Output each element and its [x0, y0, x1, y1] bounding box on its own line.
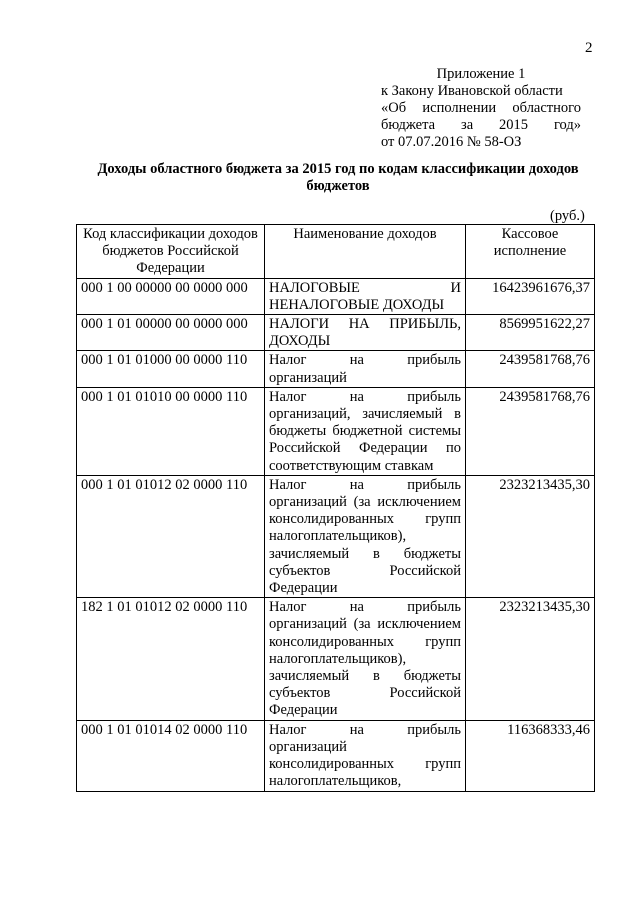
cell-code: 000 1 01 01010 00 0000 110 — [77, 387, 265, 475]
cell-amount: 8569951622,27 — [466, 315, 595, 351]
table-row — [77, 475, 595, 597]
cell-code: 000 1 00 00000 00 0000 000 — [77, 278, 265, 314]
header-code: Код классификации доходов бюджетов Российской Федерации — [77, 225, 265, 279]
header-amount: Кассовое исполнение — [466, 225, 595, 279]
appendix-line-2: к Закону Ивановской области — [381, 83, 563, 99]
table-row — [77, 315, 595, 351]
cell-name: Налог на прибыль организаций — [265, 351, 466, 387]
appendix-line-3: «Об исполнении областного — [381, 100, 581, 116]
appendix-header — [381, 66, 581, 151]
cell-amount: 2323213435,30 — [466, 475, 595, 597]
cell-amount: 16423961676,37 — [466, 278, 595, 314]
page-number: 2 — [585, 40, 593, 56]
cell-code: 000 1 01 00000 00 0000 000 — [77, 315, 265, 351]
table-row — [77, 351, 595, 387]
cell-code: 000 1 01 01014 02 0000 110 — [77, 720, 265, 791]
cell-name: Налог на прибыль организаций, зачисляемый в бюджеты бюджетной системы Российской Федерации по соответствующим ставкам — [265, 387, 466, 475]
table-header-row — [77, 225, 595, 279]
table-row — [77, 720, 595, 791]
table-row — [77, 387, 595, 475]
cell-code: 000 1 01 01000 00 0000 110 — [77, 351, 265, 387]
document-title: Доходы областного бюджета за 2015 год по кодам классификации доходов бюджетов — [97, 161, 579, 194]
cell-amount: 116368333,46 — [466, 720, 595, 791]
cell-name: НАЛОГИ НА ПРИБЫЛЬ, ДОХОДЫ — [265, 315, 466, 351]
cell-amount: 2323213435,30 — [466, 598, 595, 720]
cell-name: Налог на прибыль организаций консолидированных групп налогоплательщиков, — [265, 720, 466, 791]
cell-amount: 2439581768,76 — [466, 387, 595, 475]
revenue-table — [76, 224, 595, 792]
cell-code: 000 1 01 01012 02 0000 110 — [77, 475, 265, 597]
cell-amount: 2439581768,76 — [466, 351, 595, 387]
table-row — [77, 598, 595, 720]
header-name: Наименование доходов — [265, 225, 466, 279]
appendix-line-5: от 07.07.2016 № 58-ОЗ — [381, 134, 522, 150]
currency-unit: (руб.) — [550, 208, 585, 224]
cell-name: Налог на прибыль организаций (за исключением консолидированных групп налогоплательщиков), зачисляемый в бюджеты субъектов Российской Федерации — [265, 598, 466, 720]
appendix-line-1: Приложение 1 — [436, 66, 526, 82]
cell-code: 182 1 01 01012 02 0000 110 — [77, 598, 265, 720]
appendix-line-4: бюджета за 2015 год» — [381, 117, 581, 133]
cell-name: НАЛОГОВЫЕ И НЕНАЛОГОВЫЕ ДОХОДЫ — [265, 278, 466, 314]
cell-name: Налог на прибыль организаций (за исключением консолидированных групп налогоплательщиков), зачисляемый в бюджеты субъектов Российской Федерации — [265, 475, 466, 597]
table-row — [77, 278, 595, 314]
